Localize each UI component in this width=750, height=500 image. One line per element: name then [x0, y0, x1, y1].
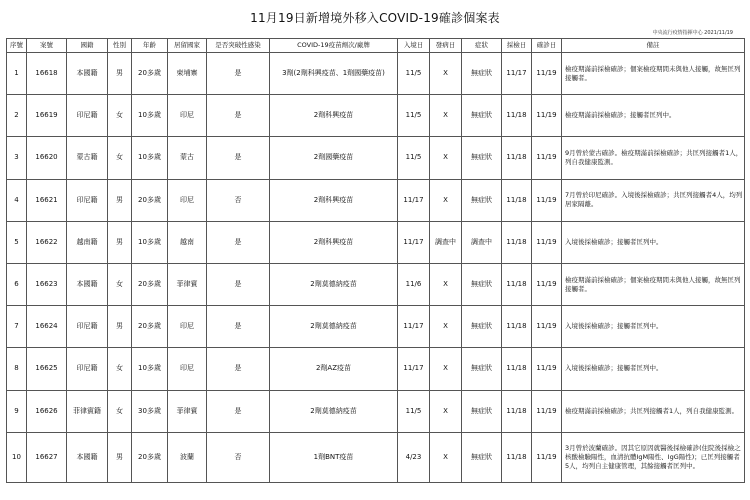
- case-number-cell: 3: [7, 137, 27, 179]
- nationality-cell: 本國籍: [67, 432, 108, 482]
- symptom-cell: 無症狀: [462, 137, 502, 179]
- country-cell: 蒙古: [168, 137, 207, 179]
- vaccine-cell: 2劑科興疫苗: [270, 95, 398, 137]
- source-note: 中央流行疫情指揮中心 2021/11/19: [652, 30, 733, 36]
- sample-date-cell: 11/18: [502, 221, 532, 263]
- table-row: [7, 221, 745, 263]
- breakthrough-cell: 是: [207, 348, 270, 390]
- entry-date-cell: 4/23: [398, 432, 430, 482]
- vaccine-cell: 2劑莫德納疫苗: [270, 306, 398, 348]
- onset-date-cell: X: [430, 263, 462, 305]
- nationality-cell: 越南籍: [67, 221, 108, 263]
- onset-date-cell: X: [430, 432, 462, 482]
- symptom-cell: 無症狀: [462, 179, 502, 221]
- column-header: 採檢日: [502, 39, 532, 53]
- case-id-cell: 16618: [27, 53, 67, 95]
- column-header: 年齡: [132, 39, 168, 53]
- onset-date-cell: 調查中: [430, 221, 462, 263]
- symptom-cell: 調查中: [462, 221, 502, 263]
- column-header: 案號: [27, 39, 67, 53]
- sex-cell: 男: [108, 306, 132, 348]
- age-cell: 10多歲: [132, 137, 168, 179]
- vaccine-cell: 2劑莫德納疫苗: [270, 263, 398, 305]
- entry-date-cell: 11/5: [398, 390, 430, 432]
- note-cell: 3月曾於波蘭確診。因其它原因就醫後採檢確診(住院後採檢之核酸檢驗陽性，血清抗體IgM陽性、IgG陽性)；已匡列接觸者5人，均列自主健康管理，其餘接觸者匡列中。: [562, 432, 745, 482]
- symptom-cell: 無症狀: [462, 306, 502, 348]
- symptom-cell: 無症狀: [462, 348, 502, 390]
- note-cell: 檢疫期滿前採檢確診；個案檢疫期間未與他人接觸，故無匡列接觸者。: [562, 53, 745, 95]
- sex-cell: 女: [108, 137, 132, 179]
- confirm-date-cell: 11/19: [532, 432, 562, 482]
- entry-date-cell: 11/5: [398, 95, 430, 137]
- sample-date-cell: 11/17: [502, 53, 532, 95]
- breakthrough-cell: 是: [207, 263, 270, 305]
- entry-date-cell: 11/6: [398, 263, 430, 305]
- sex-cell: 女: [108, 348, 132, 390]
- sex-cell: 女: [108, 390, 132, 432]
- case-number-cell: 1: [7, 53, 27, 95]
- country-cell: 柬埔寨: [168, 53, 207, 95]
- country-cell: 越南: [168, 221, 207, 263]
- note-cell: 9月曾於蒙古確診。檢疫期滿前採檢確診；共匡列接觸者1人，列自我健康監測。: [562, 137, 745, 179]
- onset-date-cell: X: [430, 95, 462, 137]
- age-cell: 20多歲: [132, 179, 168, 221]
- nationality-cell: 本國籍: [67, 263, 108, 305]
- case-number-cell: 8: [7, 348, 27, 390]
- confirm-date-cell: 11/19: [532, 53, 562, 95]
- symptom-cell: 無症狀: [462, 263, 502, 305]
- vaccine-cell: 1劑BNT疫苗: [270, 432, 398, 482]
- case-number-cell: 5: [7, 221, 27, 263]
- country-cell: 印尼: [168, 348, 207, 390]
- table-header-row: [7, 39, 745, 53]
- note-cell: 檢疫期滿前採檢確診；個案檢疫期間未與他人接觸，故無匡列接觸者。: [562, 263, 745, 305]
- sex-cell: 男: [108, 179, 132, 221]
- table-row: [7, 348, 745, 390]
- age-cell: 30多歲: [132, 390, 168, 432]
- sample-date-cell: 11/18: [502, 137, 532, 179]
- breakthrough-cell: 是: [207, 390, 270, 432]
- breakthrough-cell: 否: [207, 432, 270, 482]
- confirm-date-cell: 11/19: [532, 390, 562, 432]
- column-header: COVID-19疫苗劑次/廠牌: [270, 39, 398, 53]
- confirm-date-cell: 11/19: [532, 179, 562, 221]
- breakthrough-cell: 是: [207, 221, 270, 263]
- sex-cell: 男: [108, 53, 132, 95]
- table-row: [7, 432, 745, 482]
- sex-cell: 女: [108, 263, 132, 305]
- case-number-cell: 6: [7, 263, 27, 305]
- confirm-date-cell: 11/19: [532, 95, 562, 137]
- confirm-date-cell: 11/19: [532, 306, 562, 348]
- country-cell: 菲律賓: [168, 263, 207, 305]
- breakthrough-cell: 是: [207, 306, 270, 348]
- column-header: 國籍: [67, 39, 108, 53]
- entry-date-cell: 11/17: [398, 179, 430, 221]
- nationality-cell: 印尼籍: [67, 179, 108, 221]
- column-header: 序號: [7, 39, 27, 53]
- case-id-cell: 16619: [27, 95, 67, 137]
- case-id-cell: 16624: [27, 306, 67, 348]
- note-cell: 入境後採檢確診；接觸者匡列中。: [562, 306, 745, 348]
- breakthrough-cell: 是: [207, 95, 270, 137]
- age-cell: 20多歲: [132, 432, 168, 482]
- onset-date-cell: X: [430, 306, 462, 348]
- country-cell: 印尼: [168, 95, 207, 137]
- column-header: 確診日: [532, 39, 562, 53]
- vaccine-cell: 2劑莫德納疫苗: [270, 390, 398, 432]
- onset-date-cell: X: [430, 390, 462, 432]
- onset-date-cell: X: [430, 53, 462, 95]
- age-cell: 10多歲: [132, 95, 168, 137]
- entry-date-cell: 11/17: [398, 348, 430, 390]
- onset-date-cell: X: [430, 179, 462, 221]
- age-cell: 10多歲: [132, 348, 168, 390]
- age-cell: 20多歲: [132, 263, 168, 305]
- table-row: [7, 263, 745, 305]
- age-cell: 10多歲: [132, 221, 168, 263]
- symptom-cell: 無症狀: [462, 432, 502, 482]
- column-header: 居留國家: [168, 39, 207, 53]
- document-title: 11月19日新增境外移入COVID-19確診個案表: [250, 11, 500, 25]
- case-table: [6, 38, 745, 483]
- country-cell: 菲律賓: [168, 390, 207, 432]
- sample-date-cell: 11/18: [502, 432, 532, 482]
- table-row: [7, 179, 745, 221]
- case-id-cell: 16626: [27, 390, 67, 432]
- case-number-cell: 4: [7, 179, 27, 221]
- column-header: 入境日: [398, 39, 430, 53]
- sample-date-cell: 11/18: [502, 263, 532, 305]
- table-row: [7, 137, 745, 179]
- vaccine-cell: 2劑科興疫苗: [270, 221, 398, 263]
- country-cell: 印尼: [168, 306, 207, 348]
- age-cell: 20多歲: [132, 53, 168, 95]
- confirm-date-cell: 11/19: [532, 221, 562, 263]
- case-id-cell: 16622: [27, 221, 67, 263]
- nationality-cell: 菲律賓籍: [67, 390, 108, 432]
- nationality-cell: 蒙古籍: [67, 137, 108, 179]
- sex-cell: 女: [108, 95, 132, 137]
- note-cell: 入境後採檢確診；接觸者匡列中。: [562, 221, 745, 263]
- symptom-cell: 無症狀: [462, 390, 502, 432]
- table-row: [7, 53, 745, 95]
- column-header: 備註: [562, 39, 745, 53]
- column-header: 發病日: [430, 39, 462, 53]
- sample-date-cell: 11/18: [502, 306, 532, 348]
- case-id-cell: 16627: [27, 432, 67, 482]
- column-header: 性別: [108, 39, 132, 53]
- entry-date-cell: 11/17: [398, 221, 430, 263]
- nationality-cell: 本國籍: [67, 53, 108, 95]
- country-cell: 印尼: [168, 179, 207, 221]
- breakthrough-cell: 是: [207, 137, 270, 179]
- onset-date-cell: X: [430, 348, 462, 390]
- table-row: [7, 306, 745, 348]
- nationality-cell: 印尼籍: [67, 95, 108, 137]
- nationality-cell: 印尼籍: [67, 306, 108, 348]
- sex-cell: 男: [108, 432, 132, 482]
- vaccine-cell: 2劑國藥疫苗: [270, 137, 398, 179]
- case-number-cell: 10: [7, 432, 27, 482]
- case-number-cell: 9: [7, 390, 27, 432]
- sample-date-cell: 11/18: [502, 95, 532, 137]
- confirm-date-cell: 11/19: [532, 348, 562, 390]
- nationality-cell: 印尼籍: [67, 348, 108, 390]
- table-row: [7, 95, 745, 137]
- symptom-cell: 無症狀: [462, 53, 502, 95]
- confirm-date-cell: 11/19: [532, 137, 562, 179]
- vaccine-cell: 2劑科興疫苗: [270, 179, 398, 221]
- sample-date-cell: 11/18: [502, 348, 532, 390]
- symptom-cell: 無症狀: [462, 95, 502, 137]
- case-number-cell: 7: [7, 306, 27, 348]
- breakthrough-cell: 否: [207, 179, 270, 221]
- onset-date-cell: X: [430, 137, 462, 179]
- note-cell: 7月曾於印尼確診。入境後採檢確診；共匡列接觸者4人，均列居家隔離。: [562, 179, 745, 221]
- vaccine-cell: 2劑AZ疫苗: [270, 348, 398, 390]
- country-cell: 波蘭: [168, 432, 207, 482]
- entry-date-cell: 11/17: [398, 306, 430, 348]
- case-number-cell: 2: [7, 95, 27, 137]
- entry-date-cell: 11/5: [398, 53, 430, 95]
- sex-cell: 男: [108, 221, 132, 263]
- age-cell: 20多歲: [132, 306, 168, 348]
- breakthrough-cell: 是: [207, 53, 270, 95]
- case-id-cell: 16623: [27, 263, 67, 305]
- case-id-cell: 16625: [27, 348, 67, 390]
- confirm-date-cell: 11/19: [532, 263, 562, 305]
- entry-date-cell: 11/5: [398, 137, 430, 179]
- table-row: [7, 390, 745, 432]
- note-cell: 入境後採檢確診；接觸者匡列中。: [562, 348, 745, 390]
- case-id-cell: 16621: [27, 179, 67, 221]
- vaccine-cell: 3劑(2劑科興疫苗、1劑國藥疫苗): [270, 53, 398, 95]
- note-cell: 檢疫期滿前採檢確診；接觸者匡列中。: [562, 95, 745, 137]
- column-header: 症狀: [462, 39, 502, 53]
- sample-date-cell: 11/18: [502, 390, 532, 432]
- column-header: 是否突破性感染: [207, 39, 270, 53]
- note-cell: 檢疫期滿前採檢確診；共匡列接觸者1人，列自我健康監測。: [562, 390, 745, 432]
- sample-date-cell: 11/18: [502, 179, 532, 221]
- case-id-cell: 16620: [27, 137, 67, 179]
